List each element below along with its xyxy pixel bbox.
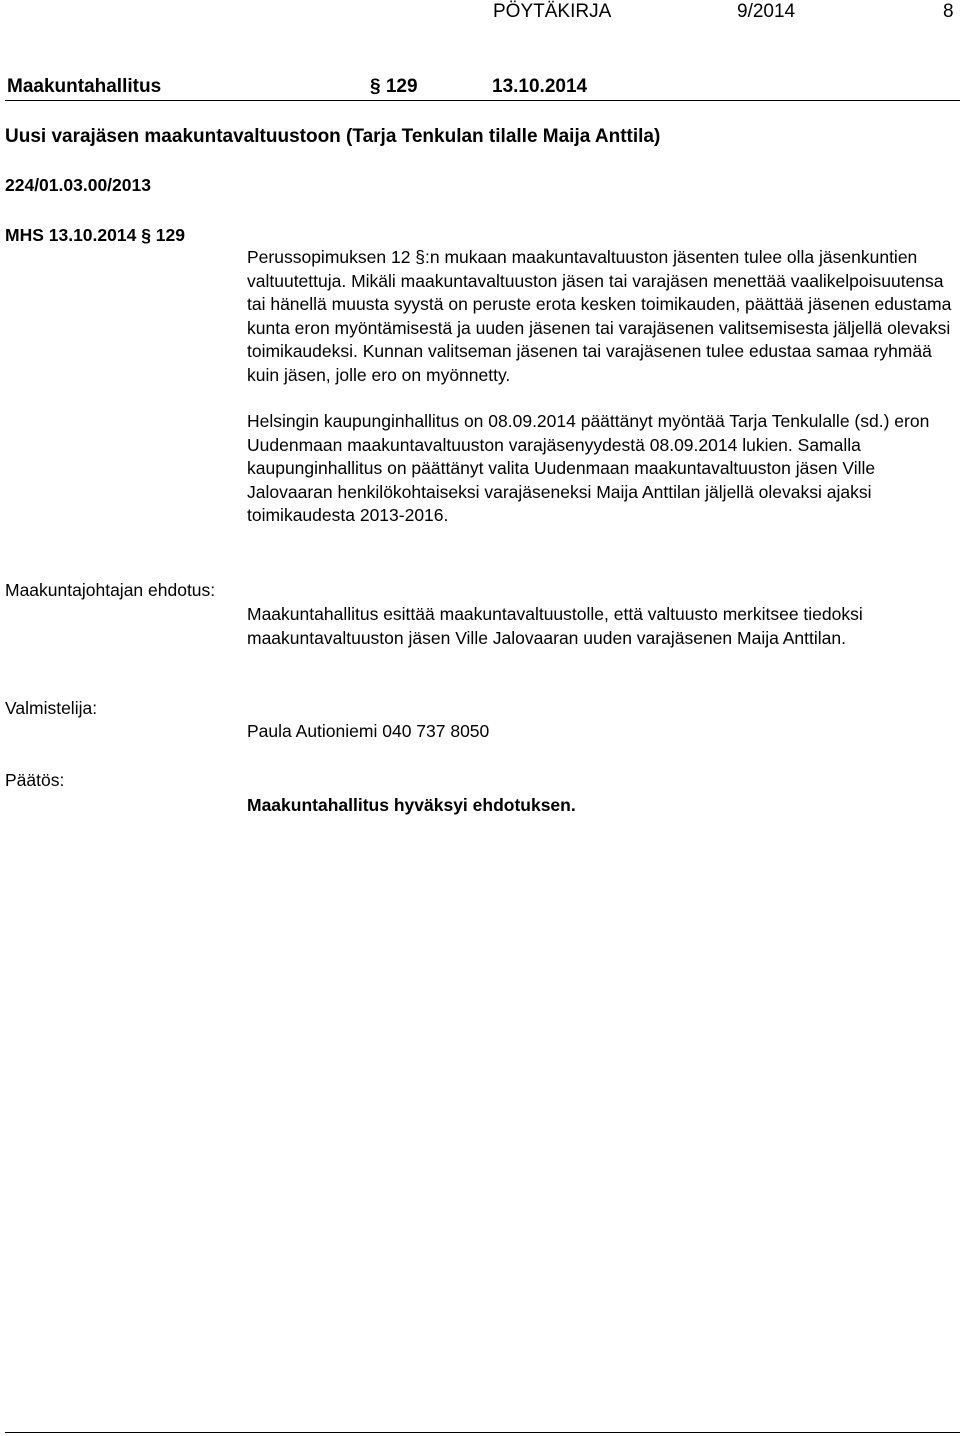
meeting-date: 13.10.2014	[492, 76, 588, 97]
preparer-value: Paula Autioniemi 040 737 8050	[247, 721, 490, 741]
document-number: 9/2014	[737, 1, 796, 22]
record-number: 224/01.03.00/2013	[5, 175, 151, 195]
proposal-label: Maakuntajohtajan ehdotus:	[5, 580, 216, 600]
body-paragraph-1: Perussopimuksen 12 §:n mukaan maakuntavaltuuston jäsenten tulee olla jäsenkuntien valtuutettuja. Mikäli maakuntavaltuuston jäsen tai varajäsen menettää vaalikelpoisuutensa tai hänellä muusta syystä on peruste erota kesken toimikauden, päättää jäsenen edustama kunta eron myöntämisestä ja uuden jäsenen tai varajäsenen valitsemisesta jäljellä olevaksi toimikaudeksi. Kunnan valitseman jäsenen tai varajäsenen tulee edustaa samaa ryhmää kuin jäsen, jolle ero on myönnetty.	[247, 247, 952, 385]
handling-reference: MHS 13.10.2014 § 129	[5, 225, 185, 245]
header-divider	[5, 100, 960, 101]
page-number: 8	[943, 1, 954, 22]
item-title: Uusi varajäsen maakuntavaltuustoon (Tarja Tenkulan tilalle Maija Anttila)	[5, 126, 661, 147]
footer-divider	[5, 1432, 960, 1433]
preparer-label: Valmistelija:	[5, 698, 98, 718]
document-type: PÖYTÄKIRJA	[493, 1, 612, 22]
meeting-body: Maakuntahallitus	[7, 76, 162, 97]
decision-label: Päätös:	[5, 770, 65, 790]
meeting-section: § 129	[370, 76, 418, 97]
proposal-text: Maakuntahallitus esittää maakuntavaltuustolle, että valtuusto merkitsee tiedoksi maakuntavaltuuston jäsen Ville Jalovaaran uuden varajäsenen Maija Anttilan.	[247, 604, 863, 648]
body-paragraph-2: Helsingin kaupunginhallitus on 08.09.2014 päättänyt myöntää Tarja Tenkulalle (sd.) eron Uudenmaan maakuntavaltuuston varajäsenyydestä 08.09.2014 lukien. Samalla kaupunginhallitus on päättänyt valita Uudenmaan maakuntavaltuuston jäsen Ville Jalovaaran henkilökohtaiseksi varajäseneksi Maija Anttilan jäljellä olevaksi ajaksi toimikaudesta 2013-2016.	[247, 411, 930, 525]
body-text	[247, 246, 959, 528]
decision-value: Maakuntahallitus hyväksyi ehdotuksen.	[247, 795, 576, 815]
